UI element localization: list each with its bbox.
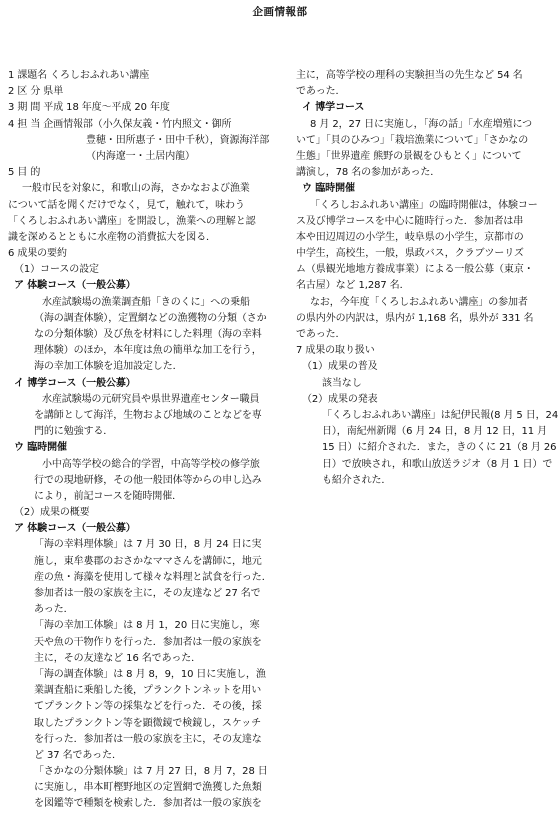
text-line: （2）成果の発表 — [302, 393, 378, 405]
text-line: 行での現地研修，その他一般団体等からの申し込み — [34, 474, 262, 486]
text-line: 小中高等学校の総合的学習，中高等学校の修学旅 — [42, 458, 260, 470]
text-line: いて」「貝のひみつ」「栽培漁業について」「さかなの — [296, 134, 529, 146]
text-line: を図鑑等で種類を検索した．参加者は一般の家族を — [34, 798, 262, 810]
text-line: 「海の幸加工体験」は 8 月 1，20 日に実施し，寒 — [34, 620, 260, 632]
text-line: イ 博学コース — [302, 102, 365, 114]
text-line: なお，今年度「くろしおふれあい講座」の参加者 — [310, 296, 528, 308]
text-line: ウ 臨時開催 — [14, 442, 67, 454]
text-line: あった． — [34, 604, 74, 616]
text-line: 水産試験場の漁業調査船「きのくに」への乗船 — [42, 296, 250, 308]
text-line: 中学生，高校生，一般，県政バス，クラブツーリズ — [296, 248, 524, 260]
page-header: 企画情報部 — [252, 6, 308, 18]
text-line: 一般市民を対象に，和歌山の海，さかなおよび漁業 — [22, 183, 250, 195]
text-line: 施し，東牟婁郡のおさかなママさんを講師に，地元 — [34, 555, 262, 567]
text-line: により，前記コースを随時開催． — [34, 490, 182, 502]
text-line: 「さかなの分類体験」は 7 月 27 日，8 月 7，28 日 — [34, 766, 268, 778]
text-line: ム（県観光地地方養成事業）による一般公募（東京・ — [296, 264, 534, 276]
text-line: 講演し，78 名の参加があった． — [296, 167, 441, 179]
text-line: 日）で放映され，和歌山放送ラジオ（8 月 1 日）で — [322, 458, 553, 470]
left-column — [8, 68, 270, 813]
text-line: 生態」「世界遺産 熊野の景観をひもとく」について — [296, 150, 522, 162]
text-line: 識を深めるとともに水産物の消費拡大を図る． — [8, 231, 216, 243]
text-line: に実施し，串本町樫野地区の定置網で漁獲した魚類 — [34, 782, 262, 794]
text-line: 7 成果の取り扱い — [296, 345, 375, 357]
text-line: ど 37 名であった． — [34, 749, 122, 761]
text-line: なの分類体験）及び魚を材料にした料理（海の幸料 — [34, 329, 262, 340]
text-line: ア 体験コース（一般公募） — [14, 280, 136, 292]
text-line: ウ 臨時開催 — [302, 183, 355, 195]
text-line: てプランクトン等の採集などを行った．その後，採 — [34, 701, 262, 713]
text-line: 門的に勉強する． — [34, 426, 114, 438]
text-line: 主に，その友達など 16 名であった． — [34, 652, 202, 664]
text-line: 「くろしおふれあい講座」は紀伊民報(8 月 5 日，24 — [322, 409, 559, 421]
text-line: について話を聞くだけでなく，見て，触れて，味わう — [8, 199, 245, 211]
text-line: の県内外の内訳は，県内が 1,168 名，県外が 331 名 — [296, 312, 534, 324]
text-line: 4 担 当 企画情報部（小久保友義・竹内照文・御所 — [8, 118, 232, 130]
text-line: （1）成果の普及 — [302, 361, 378, 373]
text-line: 6 成果の要約 — [8, 248, 67, 260]
text-line: 業調査船に乗船した後，プランクトンネットを用い — [34, 685, 262, 697]
text-line: （内海遼一・土居内龍） — [86, 150, 195, 162]
text-line: 海の幸加工体験を追加設定した． — [34, 361, 183, 373]
text-line: 名古屋）など 1,287 名． — [296, 280, 410, 292]
text-line: ス及び博学コースを中心に随時行った．参加者は串 — [296, 215, 524, 227]
text-line: 日），南紀州新聞（6 月 24 日，8 月 12 日，11 月 — [322, 426, 548, 438]
text-line: （2）成果の概要 — [14, 507, 90, 519]
text-line: 参加者は一般の家族を主に，その友達など 27 名で — [34, 588, 261, 599]
text-line: も紹介された． — [322, 474, 392, 486]
text-line: 理体験）のほか，本年度は魚の簡単な加工を行う， — [34, 345, 262, 357]
text-line: 本や田辺周辺の小学生，岐阜県の小学生，京都市の — [296, 231, 524, 243]
text-line: 豊穂・田所惠子・田中千秋），資源海洋部 — [86, 134, 270, 146]
right-column — [296, 68, 559, 489]
text-line: 水産試験場の元研究員や県世界遺産センター職員 — [42, 393, 260, 405]
text-line: （海の調査体験），定置網などの漁獲物の分類（さか — [34, 312, 267, 324]
text-line: ア 体験コース（一般公募） — [14, 523, 136, 535]
text-line: 天や魚の干物作りを行った．参加者は一般の家族を — [34, 636, 262, 648]
text-line: 取したプランクトン等を顕微鏡で検鏡し，スケッチ — [34, 717, 261, 729]
text-line: 「くろしおふれあい講座」の臨時開催は，体験コー — [310, 199, 538, 211]
text-line: であった． — [296, 86, 346, 98]
text-line: 5 目 的 — [8, 167, 41, 179]
text-line: イ 博学コース（一般公募） — [14, 377, 136, 389]
text-line: 2 区 分 県単 — [8, 86, 64, 98]
text-line: （1）コースの設定 — [14, 264, 99, 276]
text-line: 該当なし — [322, 377, 362, 389]
text-line: を行った．参加者は一般の家族を主に，その友達な — [34, 733, 262, 745]
text-line: 8 月 2，27 日に実施し，「海の話」「水産増殖につ — [310, 118, 533, 130]
text-line: であった． — [296, 329, 346, 340]
text-line: 3 期 間 平成 18 年度～平成 20 年度 — [8, 102, 170, 114]
text-line: 「海の幸料理体験」は 7 月 30 日，8 月 24 日に実 — [34, 539, 262, 551]
text-line: 主に，高等学校の理科の実験担当の先生など 54 名 — [296, 70, 523, 81]
text-line: 15 日）に紹介された．また，きのくに 21（8 月 26 — [322, 442, 557, 454]
text-line: 「海の調査体験」は 8 月 8，9，10 日に実施し，漁 — [34, 668, 266, 680]
text-line: 「くろしおふれあい講座」を開設し，漁業への理解と認 — [8, 215, 256, 227]
text-line: 産の魚・海藻を使用して様々な料理と試食を行った． — [34, 571, 272, 583]
text-line: 1 課題名 くろしおふれあい講座 — [8, 70, 150, 81]
text-line: を講師として海洋，生物および地域のことなどを専 — [34, 409, 262, 421]
